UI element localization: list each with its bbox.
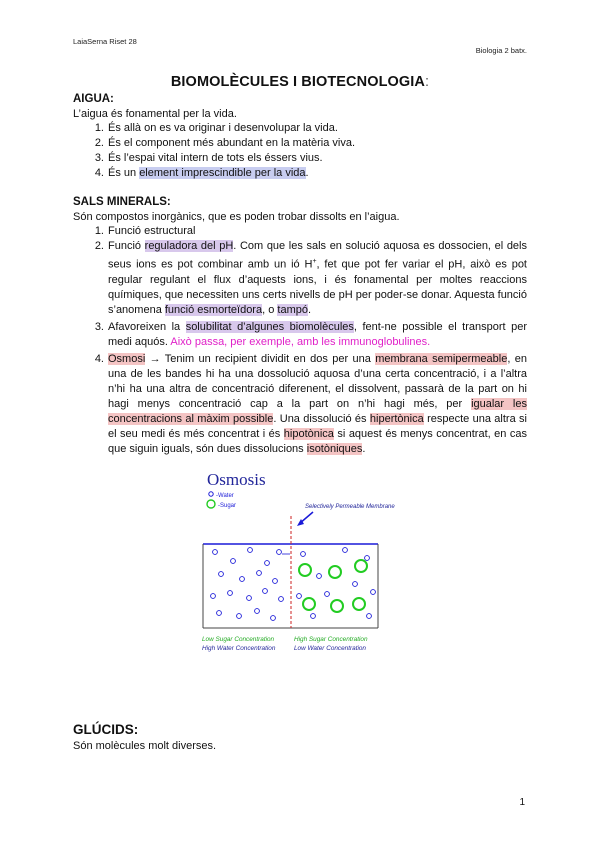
sugar-molecule [303, 598, 315, 610]
water-molecules [211, 548, 376, 621]
text: Funció [108, 240, 145, 252]
water-molecule [247, 596, 252, 601]
water-molecule [240, 577, 245, 582]
label-low-water: Low Water Concentration [294, 645, 366, 652]
label-low-sugar: Low Sugar Concentration [202, 636, 275, 643]
text: . [307, 303, 312, 316]
text: respecte una altra si el seu medi és més concentrat i és [108, 412, 527, 440]
text: , o [262, 303, 278, 316]
list-item-text: És allà on es va originar i desenvolupar la vida. [108, 122, 338, 134]
aigua-item-1 [94, 121, 528, 136]
aigua-intro: L’aigua és fonamental per la vida. [73, 108, 237, 120]
aigua-item-4 [94, 166, 528, 181]
water-molecule [231, 559, 236, 564]
list-number: 2. [94, 240, 104, 252]
highlight: solubilitat d’algunes biomolècules [185, 320, 354, 333]
page-title [0, 74, 600, 90]
header-course: Biologia 2 batx. [475, 46, 527, 55]
water-molecule [353, 582, 358, 587]
water-legend-icon [209, 492, 213, 496]
water-molecule [217, 611, 222, 616]
sugar-molecule [353, 598, 365, 610]
title-text: BIOMOLÈCULES I BIOTECNOLOGIA [170, 74, 425, 90]
label-high-sugar: High Sugar Concentration [294, 636, 368, 643]
list-item-text: És un [108, 167, 140, 179]
sals-list [94, 224, 528, 457]
highlight: igualar les concentracions al màxim possible [108, 397, 527, 425]
sals-intro: Són compostos inorgànics, que es poden trobar dissolts en l’aigua. [73, 211, 400, 223]
text: Afavoreixen la [108, 320, 186, 333]
superscript: + [312, 258, 317, 265]
list-item-text: . [305, 167, 309, 179]
water-molecule [271, 616, 276, 621]
list-number: 4. [94, 352, 104, 365]
osmosis-figure [195, 466, 405, 662]
label-high-water: High Water Concentration [202, 645, 276, 652]
section-heading-glucids: GLÚCIDS: [73, 722, 139, 737]
sals-item-2 [94, 239, 527, 318]
water-molecule [219, 572, 224, 577]
highlight: reguladora del pH [144, 240, 234, 252]
list-item-text: És el component més abundant en la matèria viva. [108, 137, 356, 149]
highlight: hipertònica [369, 412, 424, 425]
text: → Tenim un recipient dividit en dos per una [145, 352, 376, 365]
sugar-molecule [331, 600, 343, 612]
water-molecule [248, 548, 253, 553]
sugar-legend-icon [207, 500, 215, 508]
text: . [362, 442, 366, 455]
list-number: 2. [94, 137, 104, 149]
water-molecule [213, 550, 218, 555]
aigua-item-3 [94, 151, 528, 166]
water-molecule [297, 594, 302, 599]
title-colon: : [425, 74, 430, 90]
highlight: tampó [277, 303, 308, 316]
section-heading-sals-minerals: SALS MINERALS: [73, 196, 171, 208]
highlight: hipotònica [283, 427, 334, 440]
water-molecule [255, 609, 260, 614]
list-number: 1. [94, 122, 104, 134]
highlight: Osmosi [108, 352, 146, 365]
text: , fent-ne possible el transport per medi aquós. [108, 320, 528, 348]
water-molecule [317, 574, 322, 579]
sals-item-1 [94, 224, 527, 239]
figure-title: Osmosis [207, 470, 266, 489]
membrane-label: Selectively Permeable Membrane [305, 504, 395, 510]
legend-sugar: -Sugar [218, 503, 237, 509]
sugar-molecule [355, 560, 367, 572]
list-item-text: És l’espai vital intern de tots els éssers vius. [108, 152, 323, 164]
text: , en una de les bandes hi ha una dossolució aquosa d’una certa concentració, i a l’altra n’hi ha una altra de concentració diferenent, el dissolvent, passarà de la part on hi hagi menys concentració cap a la part on n’hi hagi més, per [108, 352, 527, 410]
text: . Com que les sals en solució aquosa es dossocien, el dels seus ions es pot combinar amb un ió H [108, 240, 527, 271]
sugar-molecule [329, 566, 341, 578]
highlight: isotòniques [306, 442, 363, 455]
page-number: 1 [519, 797, 525, 808]
water-molecule [343, 548, 348, 553]
water-molecule [228, 591, 233, 596]
water-molecule [279, 597, 284, 602]
sals-item-4 [94, 352, 527, 457]
water-molecule [367, 614, 372, 619]
sals-item-3 [94, 320, 528, 350]
water-molecule [273, 579, 278, 584]
legend-water: -Water [216, 493, 234, 499]
water-molecule [257, 571, 262, 576]
water-molecule [265, 561, 270, 566]
highlight: element imprescindible per la vida [139, 167, 306, 179]
water-molecule [277, 550, 282, 555]
sugar-molecule [299, 564, 311, 576]
header-author: LaiaSerna Riset 28 [73, 37, 137, 46]
water-molecule [311, 614, 316, 619]
magenta-note: Això passa, per exemple, amb les immunoglobulines. [170, 335, 431, 348]
water-molecule [371, 590, 376, 595]
aigua-item-2 [94, 136, 528, 151]
section-heading-aigua: AIGUA: [73, 93, 114, 105]
water-molecule [325, 592, 330, 597]
text: . Una dissolució és [273, 412, 370, 425]
water-molecule [301, 552, 306, 557]
glucids-intro: Són molècules molt diverses. [73, 740, 217, 752]
highlight: funció esmorteïdora [164, 303, 263, 316]
highlight: membrana semipermeable [375, 352, 508, 365]
list-number: 4. [94, 167, 104, 179]
water-molecule [263, 589, 268, 594]
aigua-list [94, 121, 528, 181]
water-molecule [211, 594, 216, 599]
list-number: 1. [94, 225, 104, 237]
water-molecule [237, 614, 242, 619]
list-number: 3. [94, 152, 104, 164]
list-item-text: Funció estructural [108, 225, 196, 237]
water-molecule [365, 556, 370, 561]
list-number: 3. [94, 320, 104, 333]
text: si aquest és menys concentrat, en cas que siguin iguals, són dues dissolucions [108, 427, 527, 455]
text: , fet que pot fer variar el pH, això es pot regular regulant el flux d’aquests ions, i és fonamental per moltes reaccions químiques, que necessiten uns certs nivells de pH per poder-se donar. Aquesta funció s’anomena [108, 258, 527, 316]
